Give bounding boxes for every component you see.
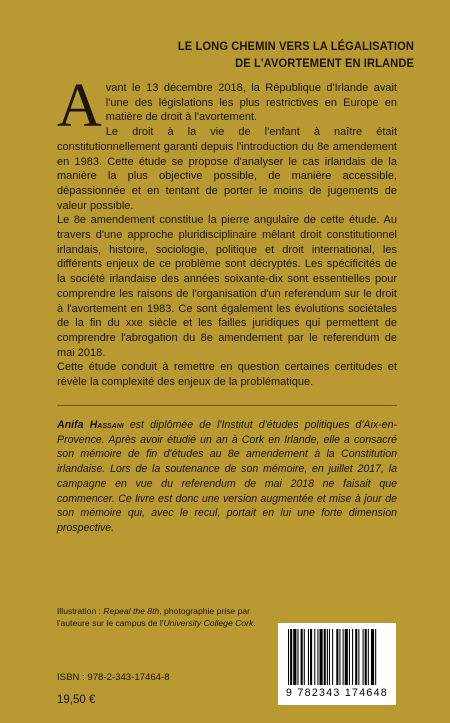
author-bio-text: est diplômée de l'Institut d'études politiques d'Aix-en-Provence. Après avoir étudié un an à Cork en Irlande, elle a consacré son mémoire de fin d'études au 8e amendement à la Constitution irlandaise. Lors de la soutenance de son mémoire, en juillet 2017, la campagne en vue du referendum de mai 2018 ne faisait que commencer. Ce livre est donc une version augmentée et mise à jour de son mémoire qui, avec le recul, portait en lui une forte dimension prospective. xyxy=(57,419,397,534)
barcode-bar xyxy=(349,629,350,685)
barcode-bar xyxy=(290,629,292,685)
barcode-number: 9 782343 174648 xyxy=(286,687,388,699)
barcode-bar xyxy=(332,629,333,685)
title-line-1: LE LONG CHEMIN VERS LA LÉGALISATION xyxy=(177,39,414,53)
barcode-bar xyxy=(355,629,357,685)
barcode-bar xyxy=(345,629,348,685)
drop-cap: A xyxy=(57,72,102,140)
blurb-paragraph-1 xyxy=(57,72,397,140)
isbn-label: ISBN : 978-2-343-17464-8 xyxy=(57,672,170,683)
blurb-paragraph-4 xyxy=(57,360,397,389)
barcode-bar xyxy=(320,629,323,685)
author-last-name: Hassani xyxy=(89,419,124,431)
barcode-bar xyxy=(288,629,289,685)
title-line-2: DE L'AVORTEMENT EN IRLANDE xyxy=(235,56,414,70)
author-first-name: Anifa xyxy=(57,419,84,431)
barcode-bar xyxy=(324,629,326,685)
barcode-bars-icon xyxy=(286,629,388,687)
barcode-bar xyxy=(317,629,318,685)
barcode-bar xyxy=(343,629,344,685)
barcode-bar xyxy=(375,629,376,685)
barcode-bar xyxy=(314,629,315,685)
blurb-text-3: Le 8e amendement constitue la pierre angulaire de cette étude. Au travers d'une approche pluridisciplinaire mêlant droit constitutionnel irlandais, histoire, sociologie, politique et droit international, les différents enjeux de ce problème sont décryptés. Les spécificités de la société irlandaise des années soixante-dix sont essentielles pour comprendre les raisons de l'organisation d'un referendum sur le droit à l'avortement en 1983. Ce sont également les évolutions sociétales de la fin du xxe siècle et les failles juridiques qui permettent de comprendre l'abrogation du 8e amendement par le referendum de mai 2018. xyxy=(57,214,397,359)
barcode-bar xyxy=(327,629,328,685)
price-label: 19,50 € xyxy=(57,694,96,706)
barcode-bar xyxy=(293,629,296,685)
barcode-bar xyxy=(336,629,338,685)
credit-work-title: Repeal the 8th xyxy=(103,606,160,616)
book-blurb xyxy=(57,72,397,390)
barcode-bar xyxy=(297,629,298,685)
blurb-paragraph-3 xyxy=(57,213,397,360)
barcode-bar xyxy=(339,629,340,685)
barcode xyxy=(278,623,396,705)
barcode-bar xyxy=(371,629,374,685)
illustration-credit xyxy=(57,605,277,629)
section-divider xyxy=(57,405,397,406)
blurb-text-2: Le droit à la vie de l'enfant à naître était constitutionnellement garanti depuis l'introduction du 8e amendement en 1983. Cette étude se propose d'analyser le cas irlandais de la manière la plus objective possible, de manière accessible, dépassionnée et en tentant de porter le moins de jugements de valeur possible. xyxy=(57,126,397,212)
barcode-bar xyxy=(310,629,312,685)
blurb-text-1: vant le 13 décembre 2018, la République d'Irlande avait l'une des législations les plus restrictives en Europe en matière de droit à l'avortement. xyxy=(105,82,397,124)
barcode-bar xyxy=(329,629,330,685)
credit-middle: , photographie prise par l'auteure sur le campus de l' xyxy=(57,606,251,628)
barcode-bar xyxy=(301,629,303,685)
author-bio xyxy=(57,418,397,536)
credit-suffix: . xyxy=(253,618,256,628)
blurb-text-4: Cette étude conduit à remettre en question certaines certitudes et révèle la complexité des enjeux de la problématique. xyxy=(57,361,397,389)
credit-prefix: Illustration : xyxy=(57,606,104,616)
book-title xyxy=(72,38,414,72)
barcode-bar xyxy=(352,629,353,685)
barcode-bar xyxy=(304,629,305,685)
barcode-bar xyxy=(368,629,369,685)
barcode-bar xyxy=(365,629,367,685)
barcode-bar xyxy=(363,629,364,685)
barcode-bar xyxy=(308,629,309,685)
credit-place: University College Cork xyxy=(163,618,254,628)
barcode-bar xyxy=(358,629,359,685)
blurb-paragraph-2 xyxy=(57,125,397,213)
